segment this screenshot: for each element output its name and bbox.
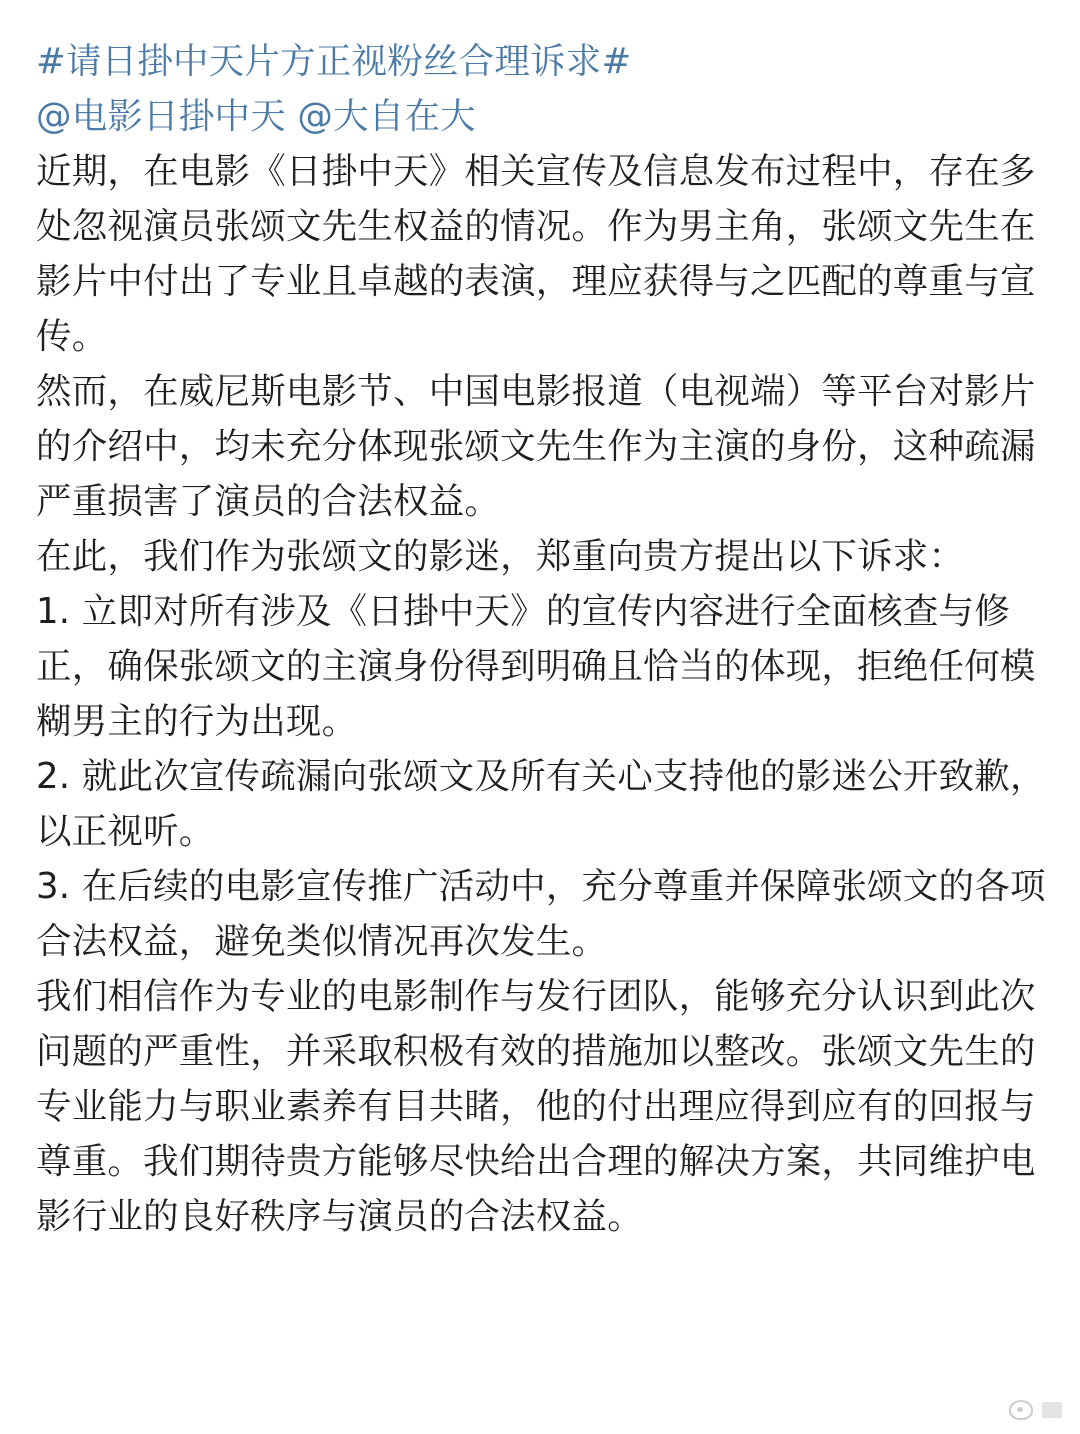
post-paragraph-3: 在此，我们作为张颂文的影迷，郑重向贵方提出以下诉求：: [36, 536, 965, 577]
post-paragraph-1: 近期，在电影《日掛中天》相关宣传及信息发布过程中，存在多处忽视演员张颂文先生权益的情况。作为男主角，张颂文先生在影片中付出了专业且卓越的表演，理应获得与之匹配的尊重与宣传。: [36, 151, 1036, 357]
post-paragraph-2: 然而，在威尼斯电影节、中国电影报道（电视端）等平台对影片的介绍中，均未充分体现张颂文先生作为主演的身份，这种疏漏严重损害了演员的合法权益。: [36, 371, 1036, 522]
demand-item-3: 3. 在后续的电影宣传推广活动中，充分尊重并保障张颂文的各项合法权益，避免类似情况再次发生。: [36, 866, 1046, 962]
mention-links[interactable]: @电影日掛中天 @大自在大: [36, 96, 476, 137]
watermark-mark: [1042, 1402, 1062, 1418]
weibo-logo-icon: [1009, 1400, 1033, 1420]
demand-item-2: 2. 就此次宣传疏漏向张颂文及所有关心支持他的影迷公开致歉，以正视听。: [36, 756, 1046, 852]
post-body: [36, 34, 1052, 1244]
hashtag-topic-link[interactable]: #请日掛中天片方正视粉丝合理诉求#: [36, 41, 632, 82]
demand-item-1: 1. 立即对所有涉及《日掛中天》的宣传内容进行全面核查与修正，确保张颂文的主演身份得到明确且恰当的体现，拒绝任何模糊男主的行为出现。: [36, 591, 1036, 742]
watermark: [1009, 1400, 1062, 1420]
post-paragraph-closing: 我们相信作为专业的电影制作与发行团队，能够充分认识到此次问题的严重性，并采取积极有效的措施加以整改。张颂文先生的专业能力与职业素养有目共睹，他的付出理应得到应有的回报与尊重。我们期待贵方能够尽快给出合理的解决方案，共同维护电影行业的良好秩序与演员的合法权益。: [36, 976, 1036, 1237]
